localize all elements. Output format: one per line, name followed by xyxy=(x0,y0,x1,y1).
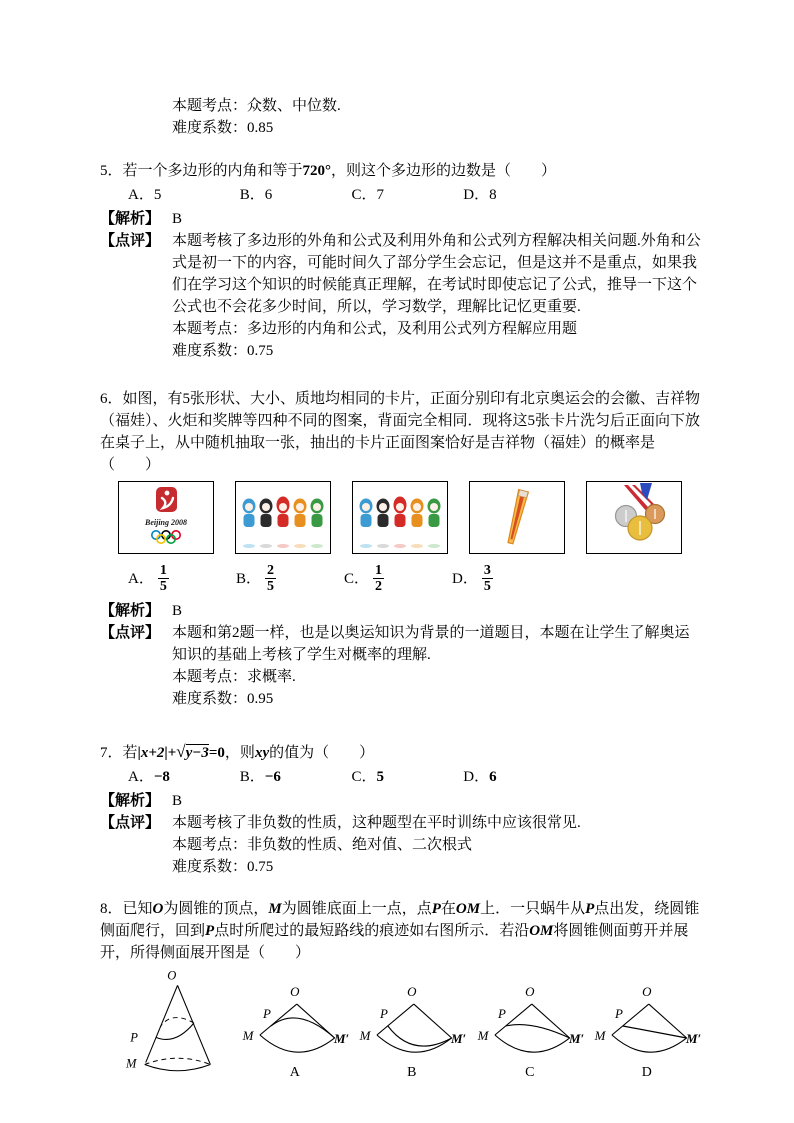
question-8-stem: 8．已知O为圆锥的顶点，M为圆锥底面上一点，点P在OM上．一只蜗牛从P点出发，绕圆锥侧面爬行，回到P点时所爬过的最短路线的痕迹如右图所示．若沿OM将圆锥侧面剪开并展开，所得侧面展开图是（ ） xyxy=(100,901,700,961)
svg-text:A: A xyxy=(289,1064,300,1079)
question-6-cards xyxy=(118,481,702,554)
option-b-fraction: $\frac{2}{5}$ xyxy=(267,563,275,594)
svg-text:P: P xyxy=(262,1006,271,1022)
question-5-comment xyxy=(100,230,702,362)
analysis-answer: B xyxy=(172,211,183,227)
question-difficulty: 难度系数：0.75 xyxy=(172,859,274,875)
option-c: C．7 xyxy=(351,187,385,203)
card-olympic-medals xyxy=(586,481,682,554)
comment-text: 本题考核了非负数的性质，这种题型在平时训练中应该很常见. xyxy=(172,815,581,831)
svg-text:M: M xyxy=(242,1027,253,1043)
option-b-label: B． xyxy=(239,769,265,785)
question-8 xyxy=(100,898,702,1079)
option-a-value: −8 xyxy=(153,769,170,785)
svg-text:P: P xyxy=(497,1006,506,1022)
fuwa-mascots-icon xyxy=(354,483,446,552)
beijing-2008-emblem-icon xyxy=(120,483,212,552)
sector-option-b xyxy=(357,983,467,1079)
olympic-medals-icon xyxy=(588,483,680,552)
option-b-label: B． xyxy=(236,570,262,587)
question-difficulty: 难度系数：0.95 xyxy=(172,691,274,707)
option-b: B．6 xyxy=(239,187,273,203)
question-7-stem: 7．若|x+2|+√y−3=0，则xy的值为（ ） xyxy=(100,742,375,761)
option-c-value: 5 xyxy=(376,769,385,785)
question-7-analysis xyxy=(100,790,702,812)
sector-option-a xyxy=(240,983,350,1079)
option-b-value: −6 xyxy=(264,769,281,785)
question-6-comment xyxy=(100,622,702,710)
svg-text:D: D xyxy=(642,1064,653,1079)
comment-text: 本题考核了多边形的外角和公式及利用外角和公式列方程解决相关问题.外角和公式是初一下的内容，可能时间久了部分学生会忘记，但是这并不是重点，如果我们在学习这个知识的时候能真正理解，在考试时即使忘记了公式，推导一下这个公式也不会花多少时间，所以，学习数学，理解比记忆更重要. xyxy=(172,233,701,315)
option-a-label: A． xyxy=(128,769,154,785)
fuwa-mascots-icon xyxy=(237,483,329,552)
svg-text:P: P xyxy=(130,1030,138,1045)
question-7-options xyxy=(128,766,702,788)
svg-text:B: B xyxy=(407,1064,417,1079)
svg-text:M: M xyxy=(477,1027,489,1043)
analysis-answer: B xyxy=(172,603,183,619)
question-points: 本题考点：非负数的性质、绝对值、二次根式 xyxy=(172,837,473,853)
option-a-fraction: $\frac{1}{5}$ xyxy=(159,563,167,594)
question-6-options xyxy=(128,563,702,594)
option-c-label: C． xyxy=(344,570,370,587)
sector-option-d xyxy=(592,983,702,1079)
option-d-label: D． xyxy=(452,570,478,587)
option-a-label: A． xyxy=(128,570,154,587)
analysis-answer: B xyxy=(172,793,183,809)
comment-label: 【点评】 xyxy=(100,233,161,249)
question-difficulty: 难度系数：0.75 xyxy=(172,343,274,359)
prev-question-difficulty: 难度系数：0.85 xyxy=(172,120,274,136)
question-6-bracket: （ ） xyxy=(100,457,161,473)
comment-label: 【点评】 xyxy=(100,625,161,641)
cone-figure xyxy=(110,967,232,1079)
svg-text:O: O xyxy=(289,984,300,1000)
svg-text:M: M xyxy=(594,1027,606,1043)
svg-text:M′: M′ xyxy=(333,1030,349,1046)
question-5-analysis xyxy=(100,208,702,230)
analysis-label: 【解析】 xyxy=(100,603,161,619)
comment-text: 本题和第2题一样，也是以奥运知识为背景的一道题目，本题在让学生了解奥运知识的基础上考核了学生对概率的理解. xyxy=(172,625,690,663)
svg-text:P: P xyxy=(380,1006,389,1022)
svg-text:O: O xyxy=(524,984,535,1000)
question-6-analysis xyxy=(100,600,702,622)
svg-text:P: P xyxy=(615,1006,624,1022)
svg-text:O: O xyxy=(167,968,177,983)
sector-option-c xyxy=(475,983,585,1079)
xy-variable: xy xyxy=(254,745,270,761)
question-6-stem: 6．如图，有5张形状、大小、质地均相同的卡片，正面分别印有北京奥运会的会徽、吉祥物（福娃）、火炬和奖牌等四种不同的图案，背面完全相同．现将这5张卡片洗匀后正面向下放在桌子上，从中随机抽取一张，抽出的卡片正面图案恰好是吉祥物（福娃）的概率是 xyxy=(100,391,701,451)
question-6 xyxy=(100,388,702,710)
svg-text:M: M xyxy=(359,1027,371,1043)
option-d-value: 6 xyxy=(489,769,497,785)
option-a: A．5 xyxy=(128,187,162,203)
option-d-label: D． xyxy=(463,769,490,785)
analysis-label: 【解析】 xyxy=(100,793,161,809)
card-fuwa-mascots xyxy=(235,481,331,554)
absolute-value-radical-formula: |x+2|+√y−3=0 xyxy=(137,742,225,761)
svg-text:O: O xyxy=(407,984,417,1000)
svg-text:O: O xyxy=(642,984,652,1000)
olympic-torch-icon xyxy=(471,483,563,552)
svg-text:M′: M′ xyxy=(568,1030,584,1046)
svg-text:C: C xyxy=(524,1064,535,1079)
question-points: 本题考点：多边形的内角和公式，及利用公式列方程解应用题 xyxy=(172,321,578,337)
svg-text:M′: M′ xyxy=(451,1030,467,1046)
option-d: D．8 xyxy=(463,187,497,203)
card-olympic-emblem xyxy=(118,481,214,554)
option-c-label: C． xyxy=(351,769,377,785)
question-7-comment xyxy=(100,812,702,878)
question-5-stem: 5．若一个多边形的内角和等于720°，则这个多边形的边数是（ ） xyxy=(100,163,557,179)
svg-text:M′: M′ xyxy=(686,1030,702,1046)
card-fuwa-mascots-2 xyxy=(352,481,448,554)
question-points: 本题考点：求概率. xyxy=(172,669,296,685)
question-7 xyxy=(100,741,702,878)
analysis-label: 【解析】 xyxy=(100,211,161,227)
option-d-fraction: $\frac{3}{5}$ xyxy=(483,563,491,594)
svg-text:Beijing 2008: Beijing 2008 xyxy=(144,518,188,527)
question-8-figures xyxy=(110,967,702,1079)
question-5 xyxy=(100,160,702,362)
option-c-fraction: $\frac{1}{2}$ xyxy=(375,563,383,594)
svg-text:M: M xyxy=(125,1056,137,1071)
comment-label: 【点评】 xyxy=(100,815,161,831)
question-5-options xyxy=(128,184,702,206)
prev-question-points: 本题考点：众数、中位数. xyxy=(172,98,341,114)
card-olympic-torch xyxy=(469,481,565,554)
